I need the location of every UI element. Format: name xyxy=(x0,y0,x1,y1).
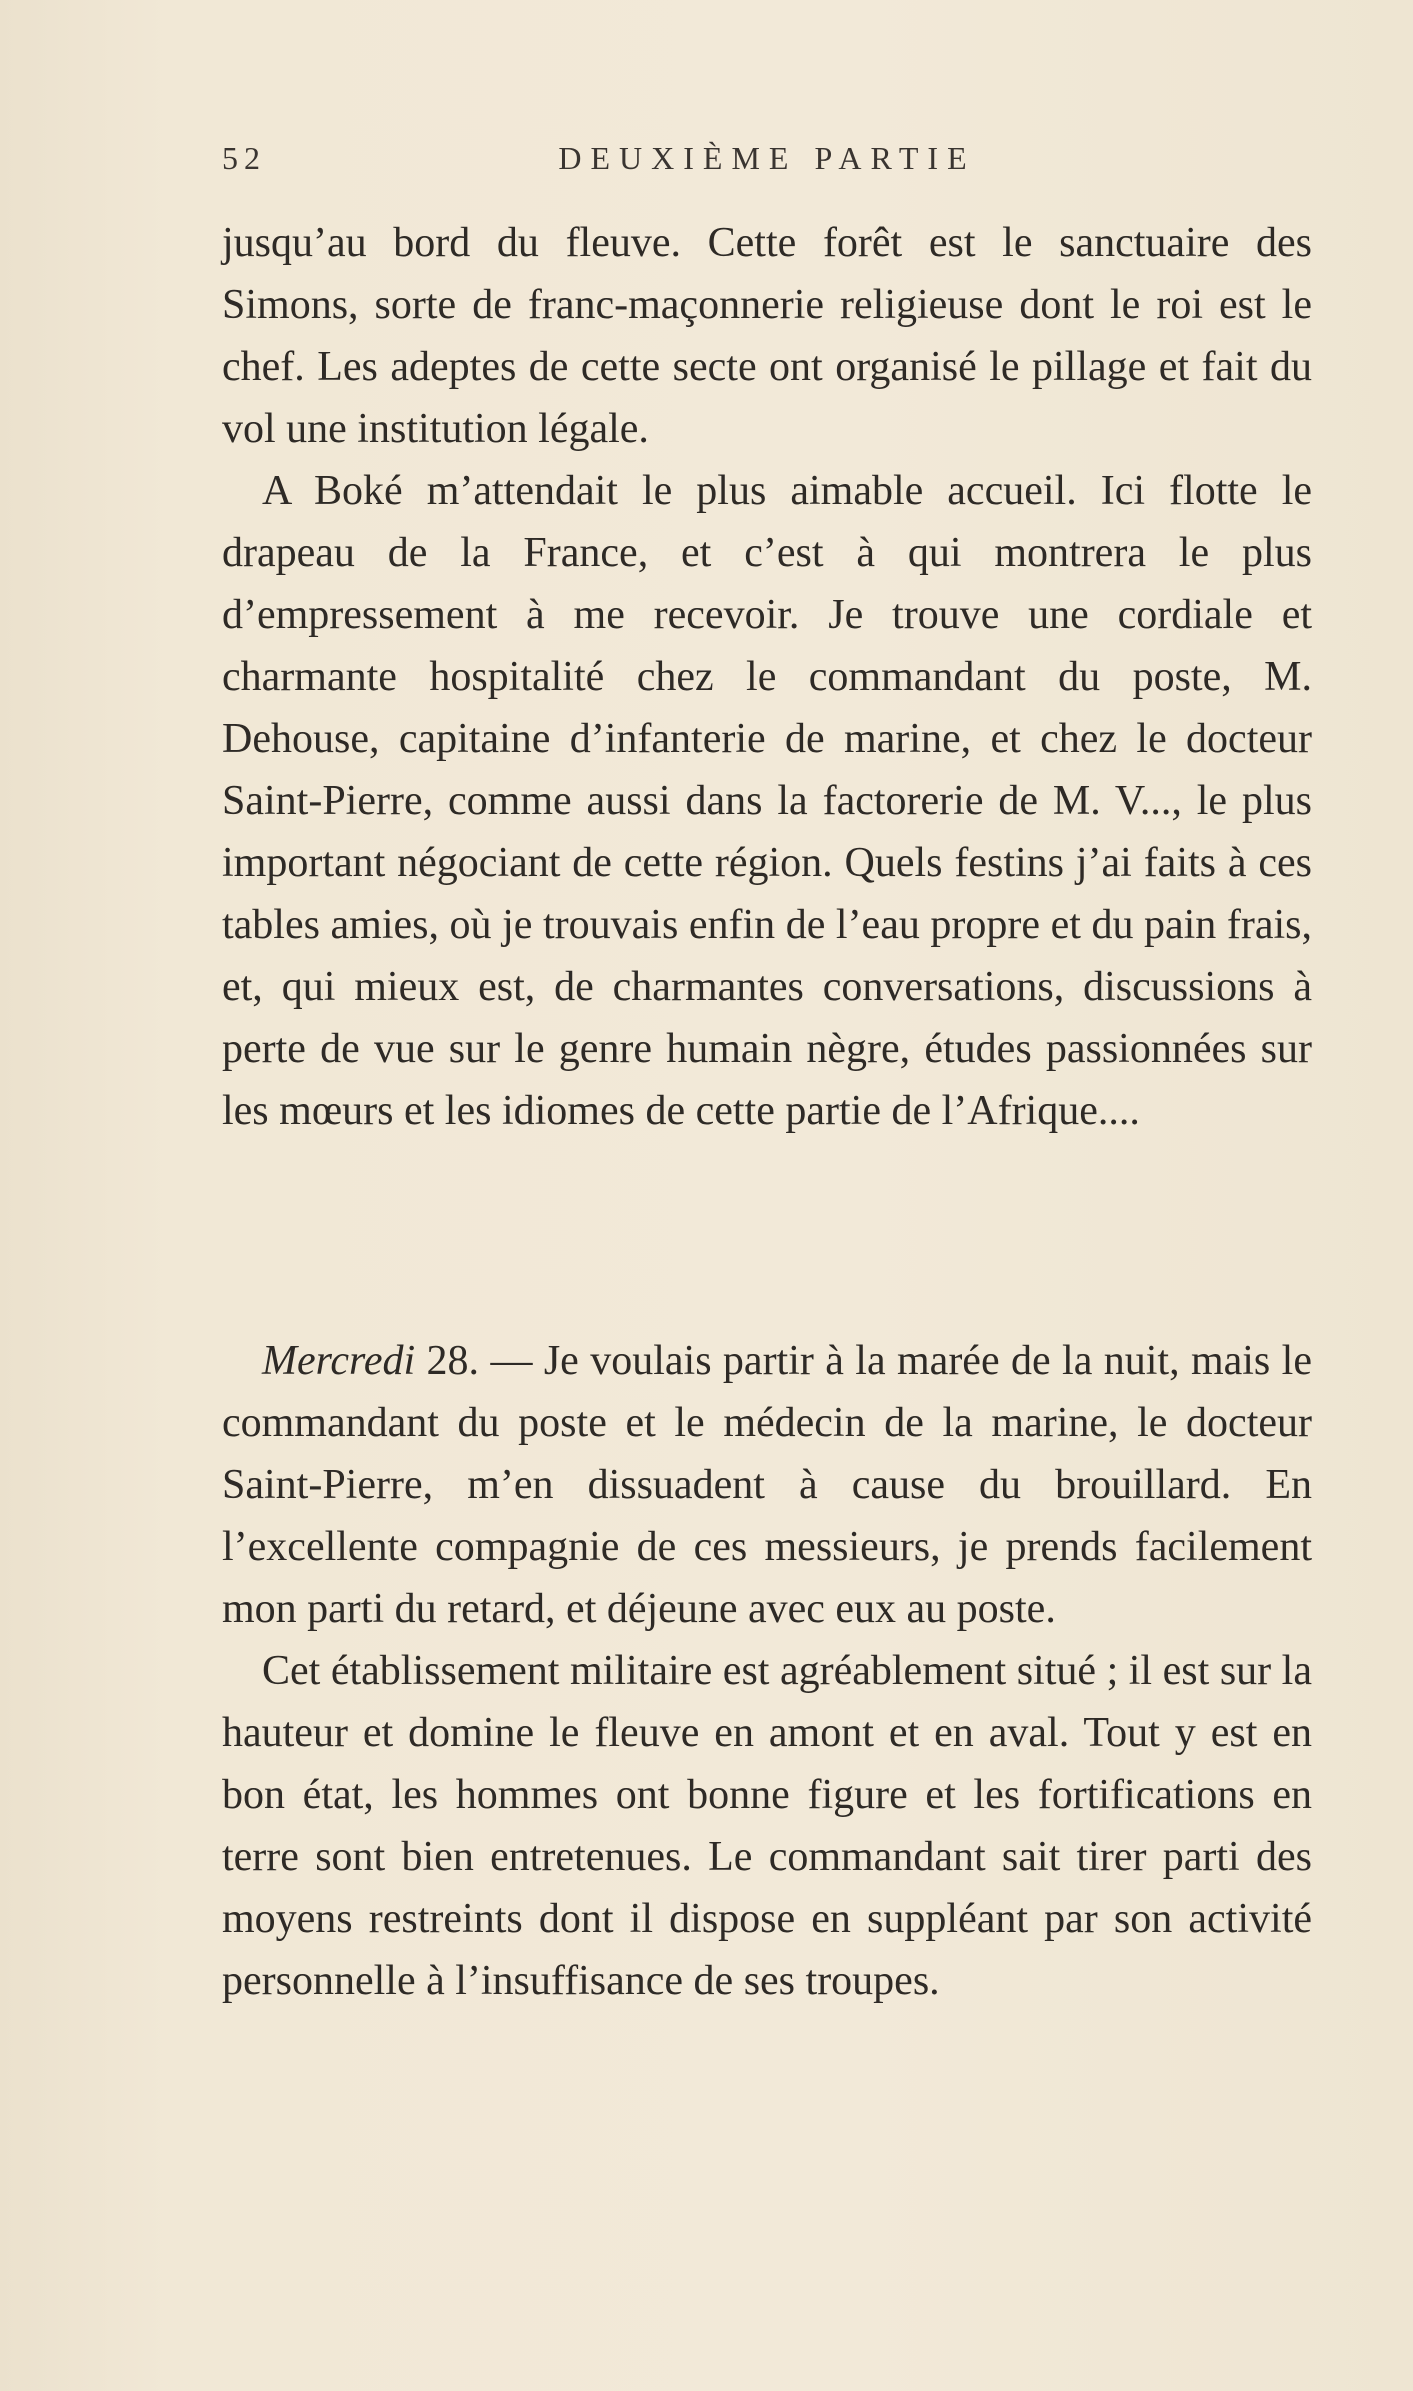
paragraph-boke-welcome: A Boké m’attendait le plus aimable accueil. Ici flotte le drapeau de la France, et c’est à qui montrera le plus d’empressement à me recevoir. Je trouve une cordiale et charmante hospitalité chez le commandant du poste, M. Dehouse, capitaine d’infanterie de marine, et chez le docteur Saint-Pierre, comme aussi dans la factorerie de M. V..., le plus important négociant de cette région. Quels festins j’ai faits à ces tables amies, où je trouvais enfin de l’eau propre et du pain frais, et, qui mieux est, de charmantes conversations, discussions à perte de vue sur le genre humain nègre, études passionnées sur les mœurs et les idiomes de cette partie de l’Afrique.... xyxy=(222,468,1312,1134)
page-number: 52 xyxy=(222,140,266,176)
text-block-top xyxy=(222,212,1312,1142)
section-title: DEUXIÈME PARTIE xyxy=(558,140,976,176)
paragraph-mercredi-text: 28. — Je voulais partir à la marée de la nuit, mais le commandant du poste et le médecin de la marine, le docteur Saint-Pierre, m’en dissuadent à cause du brouillard. En l’excellente compagnie de ces messieurs, je prends facilement mon parti du retard, et déjeune avec eux au poste. xyxy=(222,1338,1312,1632)
running-head xyxy=(222,140,1312,190)
paragraph-establishment: Cet établissement militaire est agréablement situé ; il est sur la hauteur et domine le fleuve en amont et en aval. Tout y est en bon état, les hommes ont bonne figure et les fortifications en terre sont bien entretenues. Le commandant sait tirer parti des moyens restreints dont il dispose en suppléant par son activité personnelle à l’insuffisance de ses troupes. xyxy=(222,1648,1312,2004)
paragraph-continuation: jusqu’au bord du fleuve. Cette forêt est le sanctuaire des Simons, sorte de franc-maçonnerie religieuse dont le roi est le chef. Les adeptes de cette secte ont organisé le pillage et fait du vol une institution légale. xyxy=(222,220,1312,452)
day-heading: Mercredi xyxy=(262,1338,416,1384)
paragraph-mercredi xyxy=(222,1330,1312,1640)
text-block-bottom xyxy=(222,1330,1312,2012)
